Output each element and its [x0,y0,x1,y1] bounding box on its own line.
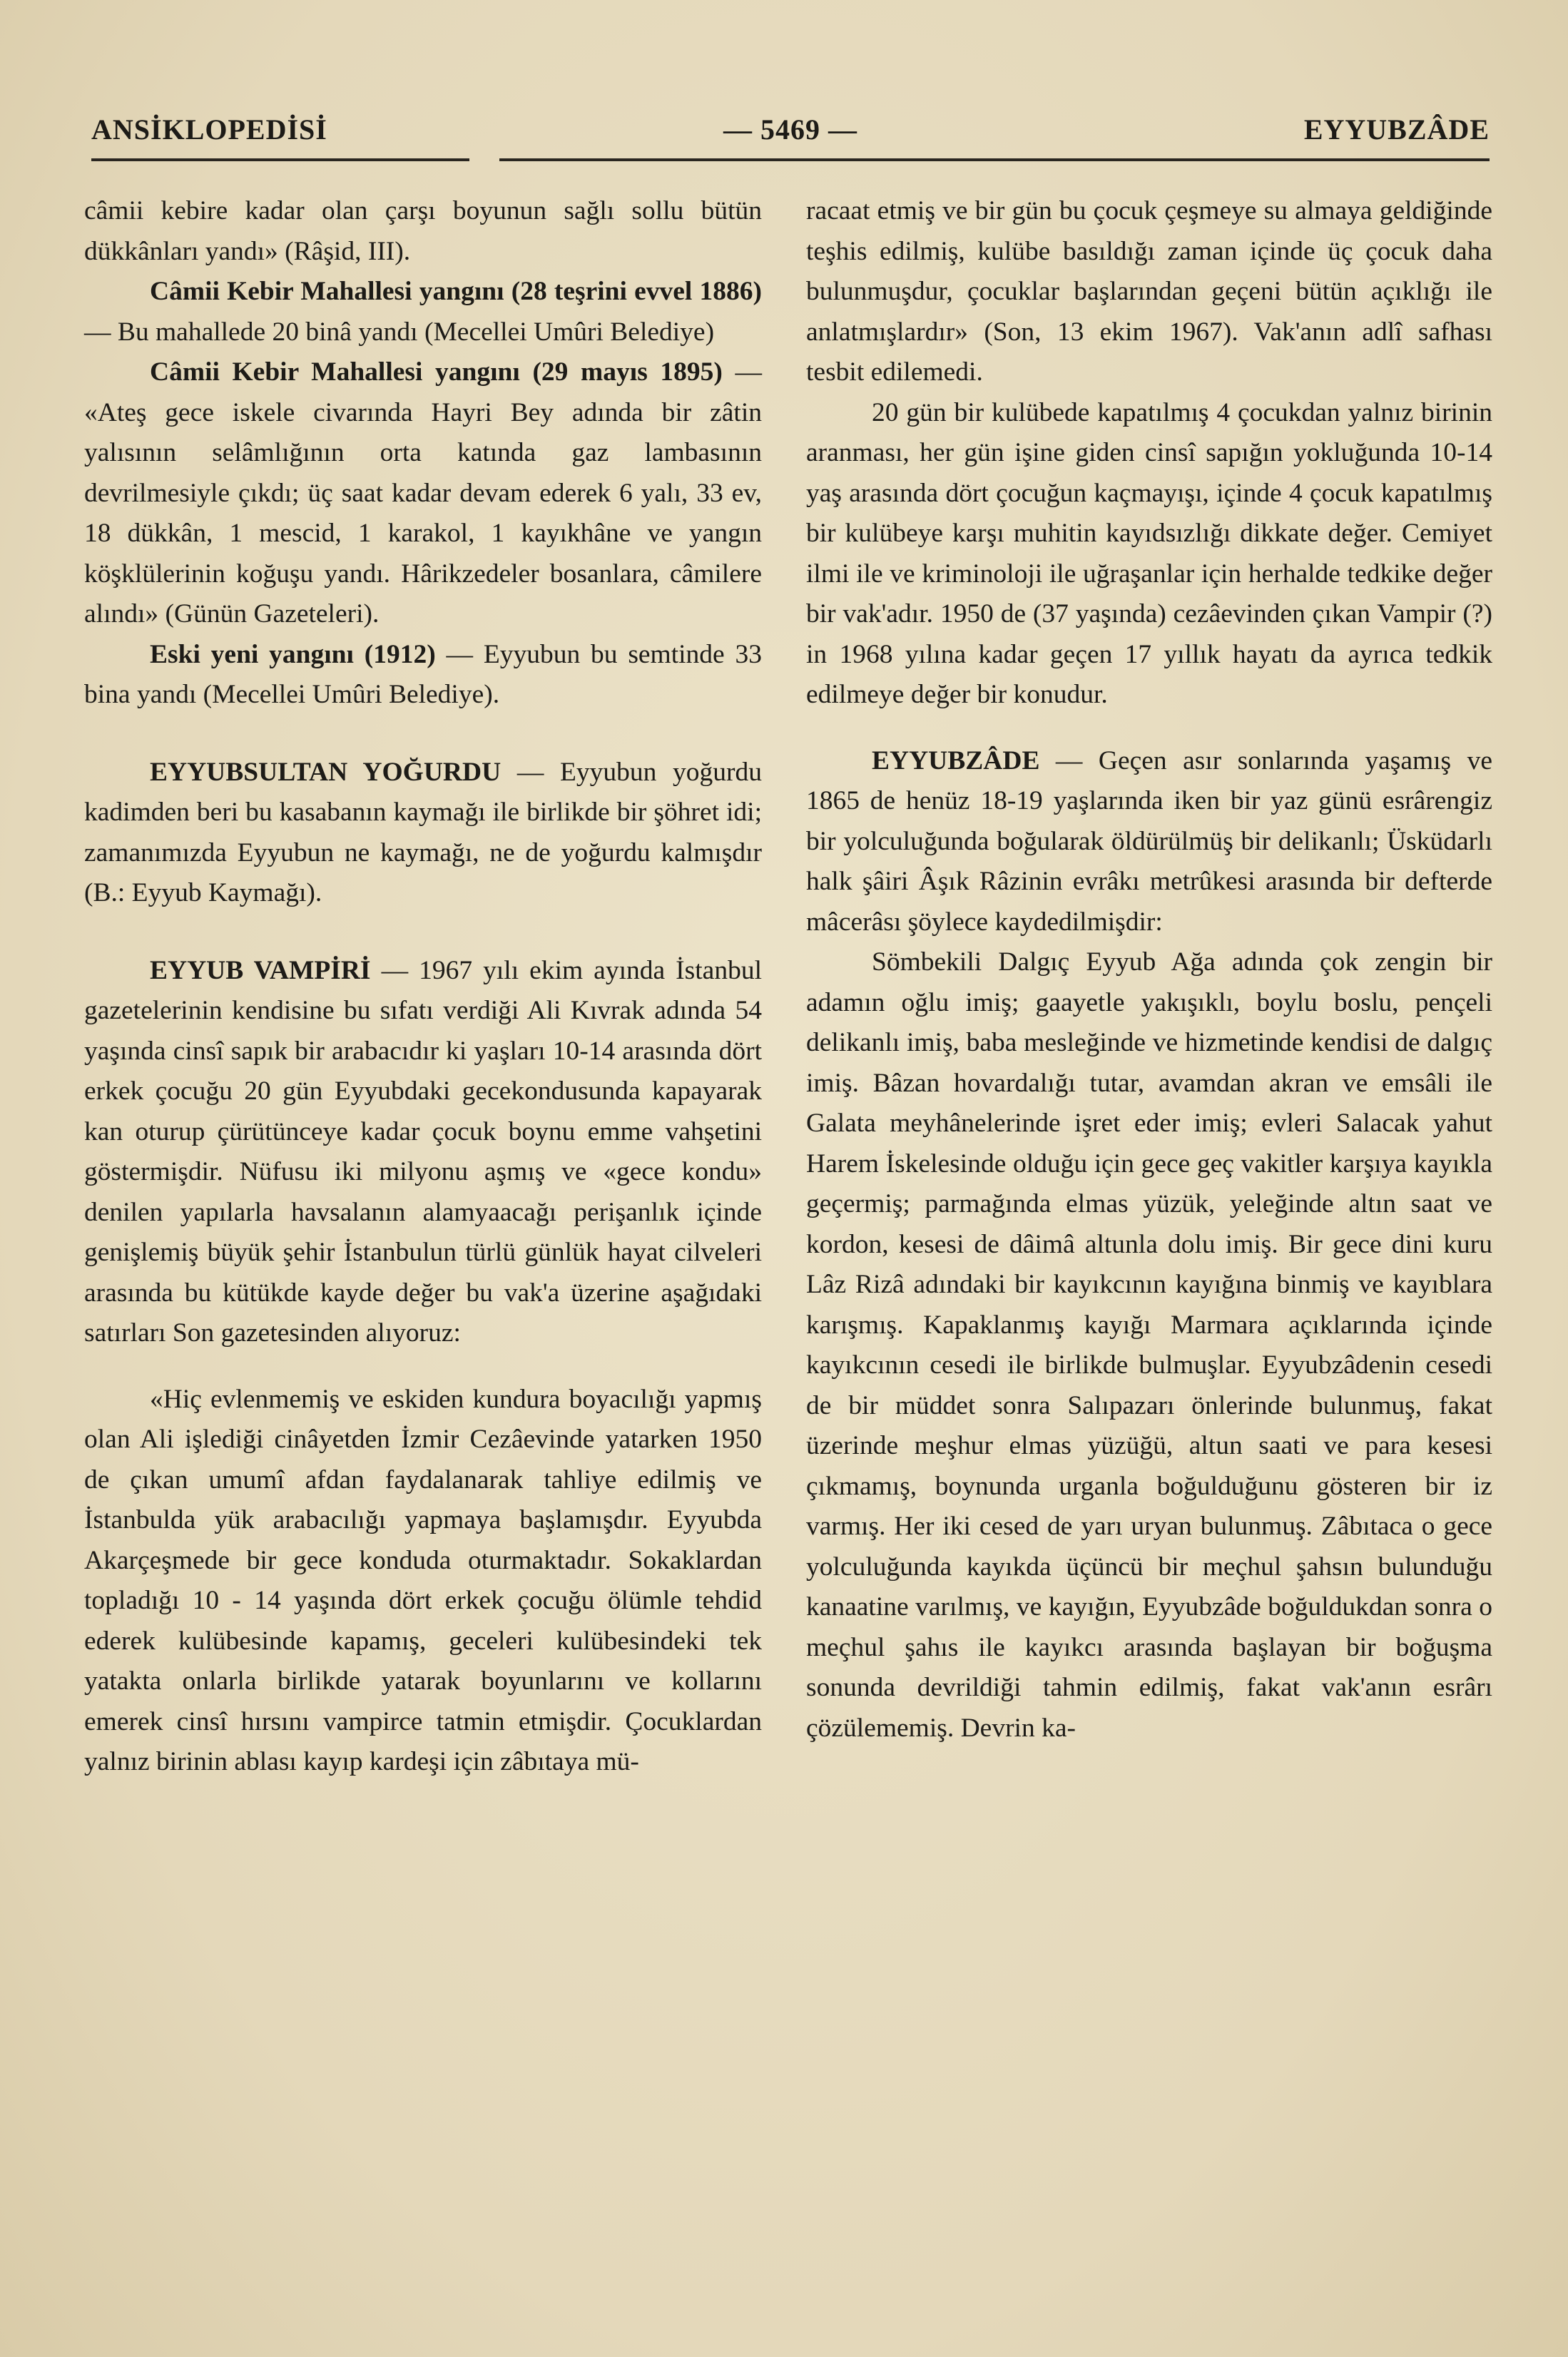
entry-paragraph [84,753,762,914]
right-column [806,191,1492,1748]
entry-title: Eski yeni yangını (1912) [150,639,436,669]
paragraph: Sömbekili Dalgıç Eyyub Ağa adında çok zengin bir adamın oğlu imiş; gaayetle yakışıklı, boylu boslu, pençeli delikanlı imiş, baba mesleğinde ve hizmetinde kendisi de dalgıç imiş. Bâzan hovardalığı tutar, avamdan akran ve emsâli ile Galata meyhânelerinde işret eder imiş; evleri Salacak yahut Harem İskelesinde olduğu için gece geç vakitler karşıya kayıkla geçermiş; parmağında elmas yüzük, yeleğinde altın saat ve kordon, kesesi de dâimâ altunla dolu imiş. Bir gece dini kuru Lâz Rizâ adındaki bir kayıkcının kayığına binmiş ve kayıblara karışmış. Kapaklanmış kayığı Marmara açıklarında içinde kayıkcının cesedi ile birlikde bulmuşlar. Eyyubzâdenin cesedi de bir müddet sonra Salıpazarı önlerinde bulunmuş, fakat üzerinde meşhur elmas yüzüğü, altun saati ve para kesesi çıkmamış, boynunda urganla boğulduğunu gösteren bir iz varmış. Her iki cesed de yarı uryan bulunmuş. Zâbıtaca o gece yolculuğunda kayıkda üçüncü bir meçhul şahsın bulunduğu kanaatine varılmış, ve kayığın, Eyyubzâde boğuldukdan sonra o meçhul şahıs ile kayıkcı arasında başlayan bir boğuşma sonunda devrildiği tahmin edilmiş, fakat vak'anın esrârı çözülememiş. Devrin ka- [806,947,1492,1743]
paragraph: 20 gün bir kulübede kapatılmış 4 çocukdan yalnız birinin aranması, her gün işine giden cinsî sapığın yokluğunda 10-14 yaş arasında dört çocuğun kaçmayışı, içinde 4 çocuk kapatılmış bir kulübeye karşı muhitin kayıdsızlığı dikkate değer. Cemiyet ilmi ile ve kriminoloji ile uğraşanlar için herhalde tedkike değer bir vak'adır. 1950 de (37 yaşında) cezâevinden çıkan Vampir (?) in 1968 yılına kadar geçen 17 yıllık hayatı da ayrıca tedkik edilmeye değer bir konudur. [806,397,1492,709]
entry-paragraph [806,741,1492,943]
entry-text: — 1967 yılı ekim ayında İstanbul gazetelerinin kendisine bu sıfatı verdiği Ali Kıvrak adında 54 yaşında cinsî sapık bir arabacıdır ki yaşları 10-14 arasında dört erkek çocuğu 20 gün Eyyubdaki gecekondusunda kapayarak kan oturup çürütünceye kadar çocuk boynu emme vahşetini göstermişdir. Nüfusu iki milyonu aşmış ve «gece kondu» denilen yapılarla havsalanın alamyaacağı perişanlık içinde genişlemiş büyük şehir İstanbulun türlü günlük hayat cilveleri arasında bu kütükde kayde değer bu vak'a üzerine aşağıdaki satırları Son gazetesinden alıyoruz: [84,955,762,1348]
entry-title: EYYUB VAMPİRİ [150,955,371,985]
entry-title: EYYUBSULTAN YOĞURDU [150,757,502,787]
header-rule-right [499,158,1490,161]
entry-paragraph [84,951,762,1354]
header-rule-left [91,158,469,161]
header-right-title: EYYUBZÂDE [1303,113,1490,146]
entry-title: EYYUBZÂDE [872,745,1040,775]
entry-text: — Geçen asır sonlarında yaşamış ve 1865 de henüz 18-19 yaşlarında iken bir yaz günü esrârengiz bir yolculuğunda boğularak öldürülmüş bir delikanlı; Üsküdarlı halk şâiri Âşık Râzinin evrâkı metrûkesi arasında bir defterde mâcerâsı şöylece kaydedilmişdir: [806,745,1492,937]
entry-text: — Bu mahallede 20 binâ yandı (Mecellei Umûri Belediye) [84,317,715,347]
entry-title: Câmii Kebir Mahallesi yangını (28 teşrini evvel 1886) [150,277,762,306]
entry-title: Câmii Kebir Mahallesi yangını (29 mayıs 1895) [150,357,723,387]
entry-paragraph [84,352,762,635]
quote-paragraph: «Hiç evlenmemiş ve eskiden kundura boyacılığı yapmış olan Ali işlediği cinâyetden İzmir Cezâevinde yatarken 1950 de çıkan umumî afdan faydalanarak tahliye edilmiş ve İstanbulda yük arabacılığı yapmaya başlamışdır. Eyyubda Akarçeşmede bir gece konduda oturmaktadır. Sokaklardan topladığı 10 - 14 yaşında dört erkek çocuğu ölümle tehdid ederek kulübesinde kapamış, geceleri kulübesindeki tek yatakta onlarla birlikde yatarak boyunlarını ve kollarını emerek cinsî hırsını vampirce tatmin etmişdir. Çocuklardan yalnız birinin ablası kayıp kardeşi için zâbıtaya mü- [84,1384,762,1776]
header-left-title: ANSİKLOPEDİSİ [91,113,327,146]
entry-paragraph [84,635,762,716]
paragraph: câmii kebire kadar olan çarşı boyunun sağlı sollu bütün dükkânları yandı» (Râşid, III). [84,196,762,266]
paragraph: racaat etmiş ve bir gün bu çocuk çeşmeye su almaya geldiğinde teşhis edilmiş, kulübe basıldığı zaman içinde üç çocuk daha bulunmuşdur, çocuklar başlarından geçeni bütün açıklığı ile anlatmışlardır» (Son, 13 ekim 1967). Vak'anın adlî safhası tesbit edilemedi. [806,196,1492,387]
page-number: — 5469 — [723,113,857,146]
entry-text: — Eyyubun bu semtinde 33 bina yandı (Mecellei Umûri Belediye). [84,639,762,709]
entry-text: — Eyyubun yoğurdu kadimden beri bu kasabanın kaymağı ile birlikde bir şöhret idi; zamanımızda Eyyubun ne kaymağı, ne de yoğurdu kalmışdır (B.: Eyyub Kaymağı). [84,757,762,907]
left-column [84,191,762,1783]
page-header [91,113,1490,156]
entry-text: — «Ateş gece iskele civarında Hayri Bey adında bir zâtin yalısının selâmlığının orta katında gaz lambasının devrilmesiyle çıkdı; üç saat kadar devam ederek 6 yalı, 33 ev, 18 dükkân, 1 mescid, 1 karakol, 1 kayıkhâne ve yangın köşklülerinin koğuşu yandı. Hârikzedeler bosanlara, câmilere alındı» (Günün Gazeteleri). [84,357,762,628]
entry-paragraph [84,272,762,352]
